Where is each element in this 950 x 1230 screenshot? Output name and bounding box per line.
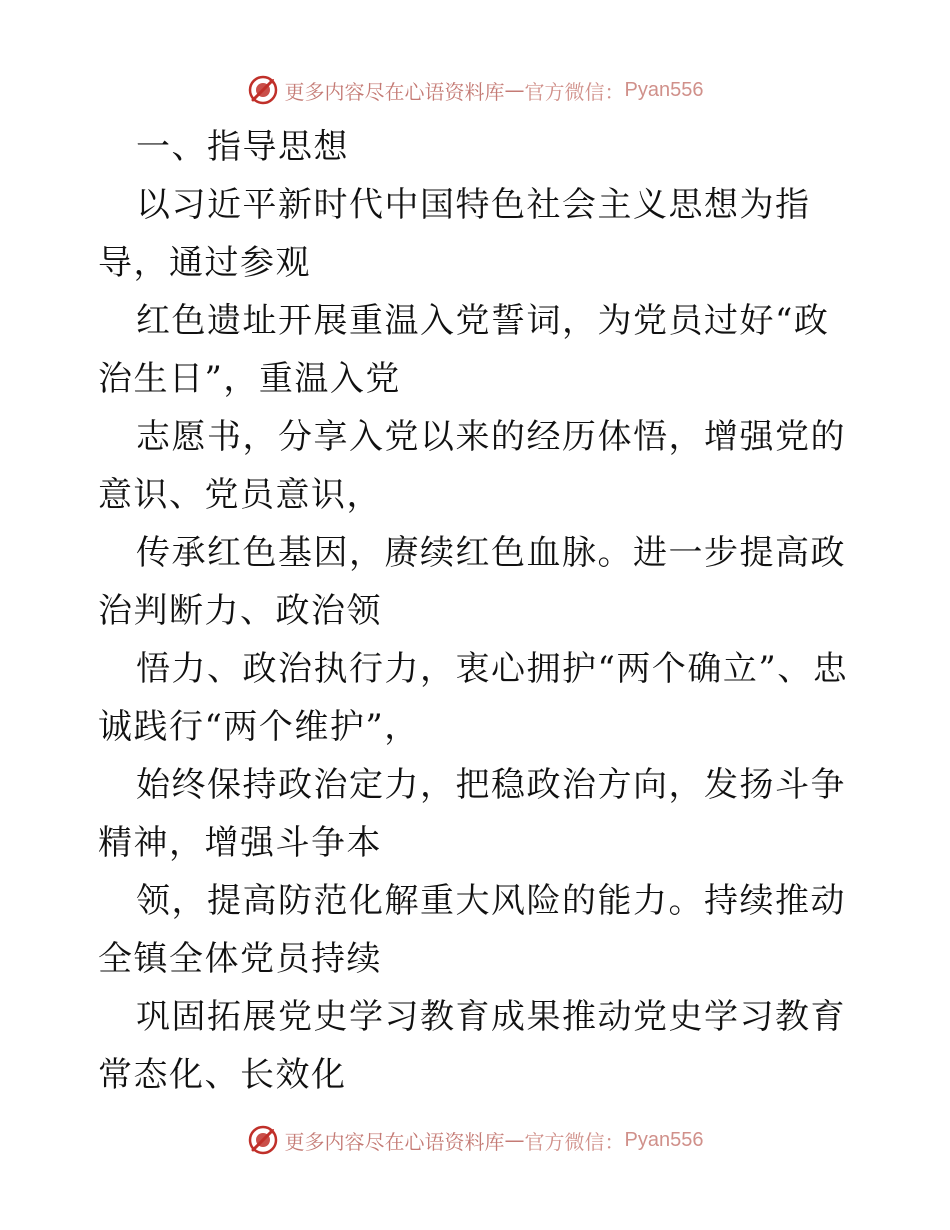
footer-watermark — [0, 1120, 950, 1160]
footer-site-text: 更多内容尽在心语资料库 — [284, 1129, 505, 1154]
header-wechat-label: 官方微信： — [524, 79, 625, 104]
footer-wechat-label: 官方微信： — [524, 1129, 625, 1154]
paragraph: 传承红色基因，赓续红色血脉。进一步提高政治判断力、政治领 — [98, 533, 846, 631]
paragraph: 志愿书，分享入党以来的经历体悟，增强党的意识、党员意识， — [98, 417, 846, 515]
paragraph: 以习近平新时代中国特色社会主义思想为指导，通过参观 — [98, 185, 811, 283]
header-wechat-id: Pyan556 — [624, 78, 704, 101]
paragraph: 悟力、政治执行力，衷心拥护“两个确立”、忠诚践行“两个维护”， — [98, 649, 849, 747]
paragraph: 领，提高防范化解重大风险的能力。持续推动全镇全体党员持续 — [98, 881, 846, 979]
paragraph: 始终保持政治定力，把稳政治方向，发扬斗争精神，增强斗争本 — [98, 765, 846, 863]
document-body — [98, 118, 858, 1104]
section-heading: 一、指导思想 — [136, 127, 349, 167]
logo-icon — [247, 1124, 279, 1156]
paragraph: 巩固拓展党史学习教育成果推动党史学习教育常态化、长效化 — [98, 997, 846, 1095]
header-separator: — — [504, 78, 525, 102]
header-watermark — [0, 70, 950, 110]
header-site-text: 更多内容尽在心语资料库 — [284, 79, 505, 104]
footer-separator: — — [504, 1128, 525, 1152]
logo-icon — [247, 74, 279, 106]
footer-wechat-id: Pyan556 — [624, 1128, 704, 1151]
paragraph: 红色遗址开展重温入党誓词，为党员过好“政治生日”，重温入党 — [98, 301, 830, 399]
